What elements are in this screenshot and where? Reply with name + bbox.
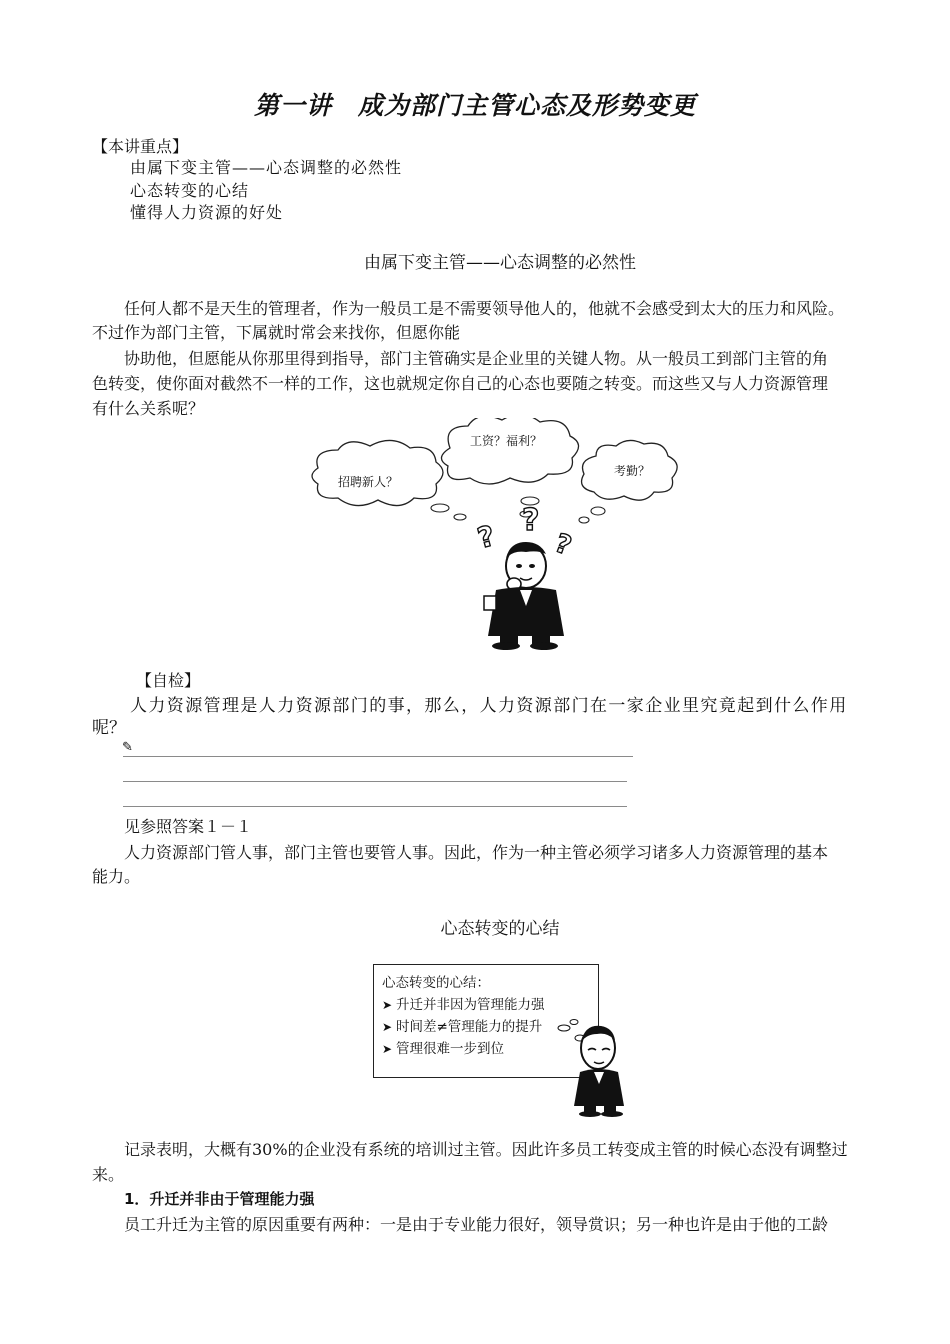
answer-line[interactable] xyxy=(123,781,627,782)
key-point-item: 由属下变主管——心态调整的必然性 xyxy=(130,158,403,177)
answer-line[interactable] xyxy=(123,806,627,807)
confused-manager-illustration xyxy=(300,418,700,653)
paragraph-line: 不过作为部门主管，下属就时常会来找你，但愿你能 xyxy=(92,323,461,342)
illustration-svg xyxy=(300,418,700,653)
paragraph-line: 色转变，使你面对截然不一样的工作，这也就规定你自己的心态也要随之转变。而这些又与人力资源管理 xyxy=(92,374,829,393)
box-item xyxy=(382,1037,504,1057)
box-item-label: 管理很难一步到位 xyxy=(396,1041,504,1057)
svg-text:?: ? xyxy=(522,503,540,538)
paragraph-line: 员工升迁为主管的原因重要有两种：一是由于专业能力很好，领导赏识；另一种也许是由于他的工龄 xyxy=(124,1215,829,1234)
key-point-item: 懂得人力资源的好处 xyxy=(130,203,284,222)
box-item xyxy=(382,993,545,1013)
box-item-label: 升迁并非因为管理能力强 xyxy=(396,997,545,1013)
svg-text:?: ? xyxy=(474,518,499,556)
answer-line[interactable] xyxy=(123,756,633,757)
paragraph-line: 能力。 xyxy=(92,867,141,886)
page-title: 第一讲 成为部门主管心态及形势变更 xyxy=(253,91,696,120)
arrow-bullet-icon: ➤ xyxy=(382,1042,393,1056)
section-heading: 心态转变的心结 xyxy=(440,919,560,939)
paragraph-line: 任何人都不是天生的管理者，作为一般员工是不需要领导他人的，他就不会感受到太大的压力和风险。 xyxy=(124,299,845,318)
paragraph-line: 记录表明，大概有30%的企业没有系统的培训过主管。因此许多员工转变成主管的时候心态没有调整过 xyxy=(124,1140,848,1159)
box-item xyxy=(382,1015,542,1035)
paragraph-line: 有什么关系呢？ xyxy=(92,399,205,418)
svg-text:?: ? xyxy=(550,528,576,562)
arrow-bullet-icon: ➤ xyxy=(382,998,393,1012)
answer-reference: 见参照答案１－１ xyxy=(124,817,253,836)
arrow-bullet-icon: ➤ xyxy=(382,1020,393,1034)
key-points-label: 【本讲重点】 xyxy=(92,137,189,156)
thought-cloud xyxy=(441,418,578,484)
bubble-text: 考勤？ xyxy=(614,464,651,478)
key-point-item: 心态转变的心结 xyxy=(130,181,250,200)
bubble-text: 工资？福利？ xyxy=(470,434,543,448)
paragraph-line: 人力资源部门管人事，部门主管也要管人事。因此，作为一种主管必须学习诸多人力资源管理的基本 xyxy=(124,843,829,862)
subheading: 1．升迁并非由于管理能力强 xyxy=(124,1190,315,1208)
box-title: 心态转变的心结： xyxy=(382,975,490,991)
self-check-label: 【自检】 xyxy=(136,671,201,690)
self-check-question: 呢？ xyxy=(92,718,126,738)
pen-icon: ✎ xyxy=(122,740,133,755)
bubble-text: 招聘新人？ xyxy=(338,475,399,489)
paragraph-line: 协助他，但愿能从你那里得到指导，部门主管确实是企业里的关键人物。从一般员工到部门主管的角 xyxy=(124,349,829,368)
illustration-svg xyxy=(550,1008,640,1120)
box-item-label: 时间差≠管理能力的提升 xyxy=(396,1019,543,1035)
paragraph-line: 来。 xyxy=(92,1165,125,1184)
thinking-man-illustration xyxy=(550,1008,640,1120)
self-check-question: 人力资源管理是人力资源部门的事，那么，人力资源部门在一家企业里究竟起到什么作用 xyxy=(130,696,848,716)
section-heading: 由属下变主管——心态调整的必然性 xyxy=(364,253,636,273)
